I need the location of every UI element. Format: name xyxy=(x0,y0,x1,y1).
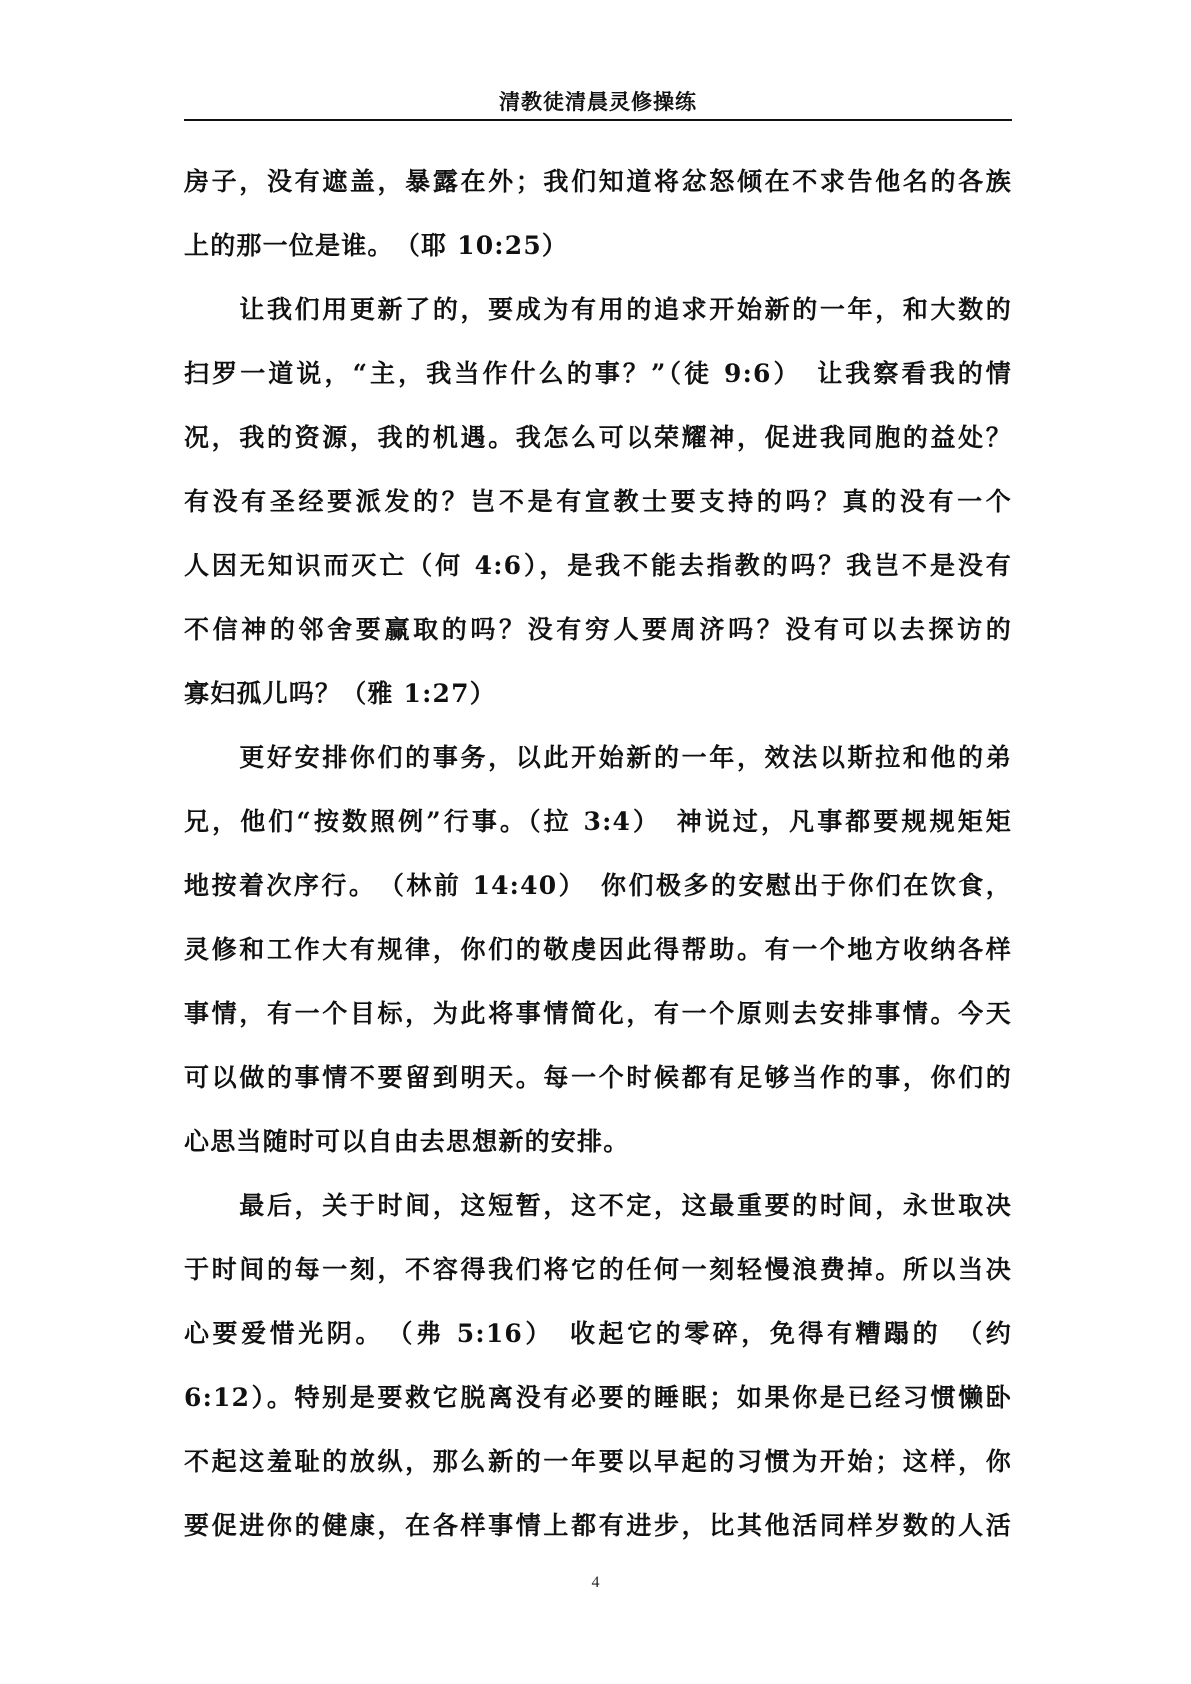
text-line: 更好安排你们的事务，以此开始新的一年，效法以斯拉和他的弟 xyxy=(184,743,1012,772)
text-line: 最后，关于时间，这短暂，这不定，这最重要的时间，永世取决 xyxy=(184,1191,1012,1220)
text-line: 6:12）。特别是要救它脱离没有必要的睡眠；如果你是已经习惯懒卧 xyxy=(184,1383,1012,1412)
body-text xyxy=(184,150,1012,1558)
page-number: 4 xyxy=(591,1574,600,1591)
text-line: 心思当随时可以自由去思想新的安排。 xyxy=(184,1127,630,1156)
text-line: 扫罗一道说，“主，我当作什么的事？”（徒 9:6） 让我察看我的情 xyxy=(184,359,1012,388)
text-line: 房子，没有遮盖，暴露在外；我们知道将忿怒倾在不求告他名的各族 xyxy=(184,167,1012,196)
text-line: 灵修和工作大有规律，你们的敬虔因此得帮助。有一个地方收纳各样 xyxy=(184,935,1012,964)
header-divider xyxy=(184,119,1012,121)
text-line: 不信神的邻舍要赢取的吗？没有穷人要周济吗？没有可以去探访的 xyxy=(184,615,1012,644)
text-line: 兄，他们“按数照例”行事。（拉 3:4） 神说过，凡事都要规规矩矩 xyxy=(184,807,1012,836)
text-line: 于时间的每一刻，不容得我们将它的任何一刻轻慢浪费掉。所以当决 xyxy=(184,1255,1012,1284)
text-line: 有没有圣经要派发的？岂不是有宣教士要支持的吗？真的没有一个 xyxy=(184,487,1012,516)
text-line: 上的那一位是谁。 （耶 10:25） xyxy=(184,231,569,260)
text-line: 可以做的事情不要留到明天。每一个时候都有足够当作的事，你们的 xyxy=(184,1063,1012,1092)
text-line: 心要爱惜光阴。 （弗 5:16） 收起它的零碎，免得有糟蹋的 （约 xyxy=(184,1319,1012,1348)
text-line: 让我们用更新了的，要成为有用的追求开始新的一年，和大数的 xyxy=(184,295,1012,324)
text-line: 要促进你的健康，在各样事情上都有进步，比其他活同样岁数的人活 xyxy=(184,1511,1012,1540)
text-line: 况，我的资源，我的机遇。我怎么可以荣耀神，促进我同胞的益处？ xyxy=(184,423,1012,452)
text-line: 事情，有一个目标，为此将事情简化，有一个原则去安排事情。今天 xyxy=(184,999,1012,1028)
text-line: 不起这羞耻的放纵，那么新的一年要以早起的习惯为开始；这样，你 xyxy=(184,1447,1012,1476)
text-line: 寡妇孤儿吗？（雅 1:27） xyxy=(184,679,496,708)
text-line: 人因无知识而灭亡（何 4:6），是我不能去指教的吗？我岂不是没有 xyxy=(184,551,1012,580)
text-line: 地按着次序行。 （林前 14:40） 你们极多的安慰出于你们在饮食， xyxy=(184,871,1012,900)
running-header-title: 清教徒清晨灵修操练 xyxy=(499,89,697,114)
